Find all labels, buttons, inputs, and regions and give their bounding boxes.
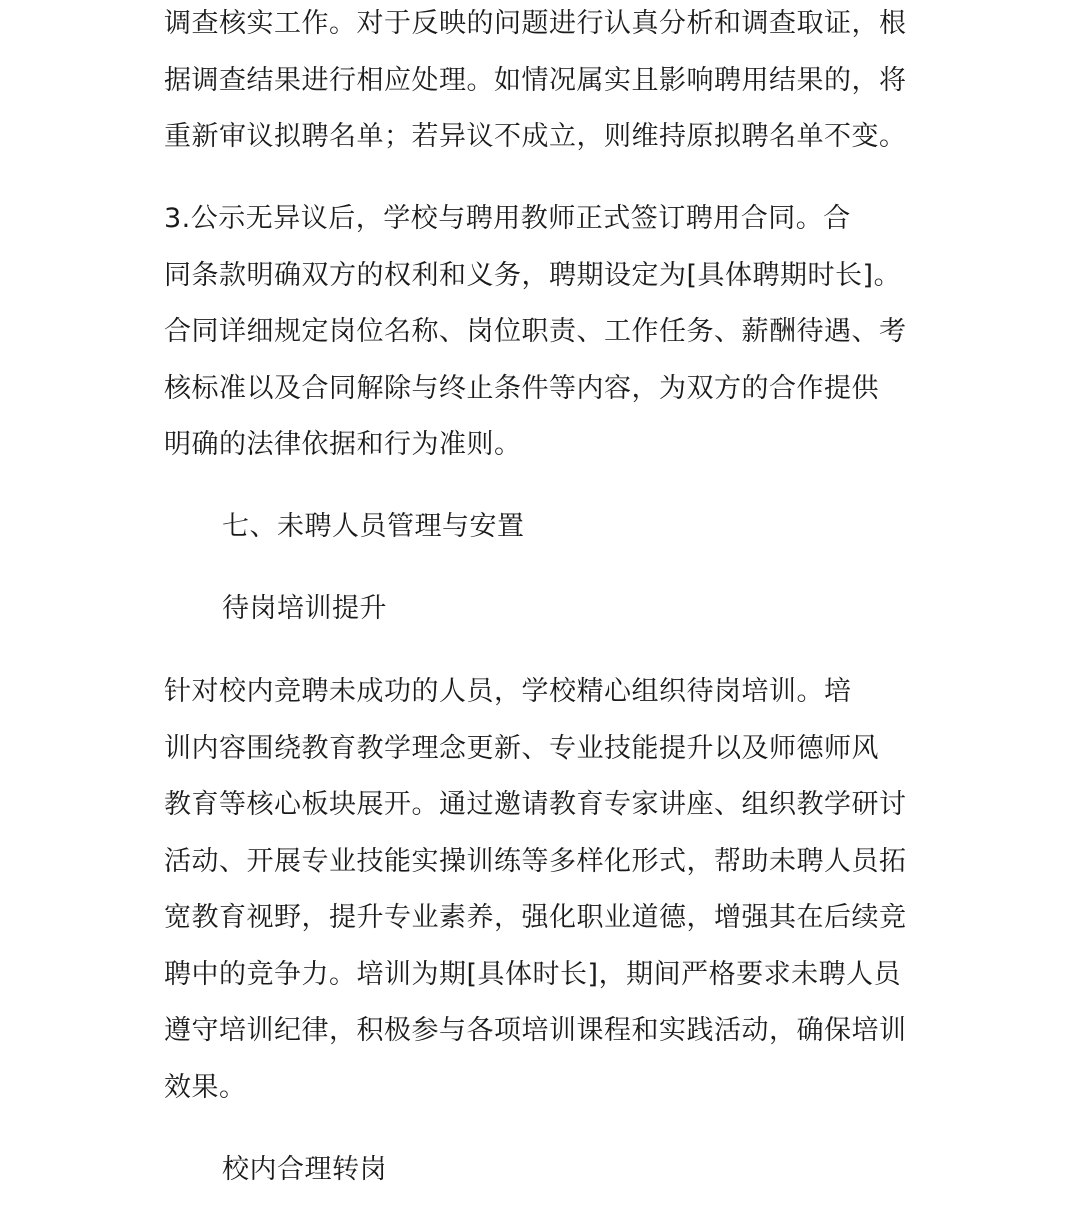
paragraph-contract: 3.公示无异议后，学校与聘用教师正式签订聘用合同。合 同条款明确双方的权利和义务，聘期设定为[具体聘期时长]。 合同详细规定岗位名称、岗位职责、工作任务、薪酬待遇、考 核标准以及合同解除与终止条件等内容，为双方的合作提供 明确的法律依据和行为准则。 <box>164 203 907 460</box>
subsection-heading-transfer: 校内合理转岗 <box>222 1154 387 1185</box>
paragraph-training: 针对校内竞聘未成功的人员，学校精心组织待岗培训。培 训内容围绕教育教学理念更新、专业技能提升以及师德师风 教育等核心板块展开。通过邀请教育专家讲座、组织教学研讨 活动、开展专业技能实操训练等多样化形式，帮助未聘人员拓 宽教育视野，提升专业素养，强化职业道德，增强其在后续竞 聘中的竞争力。培训为期[具体时长]，期间严格要求未聘人员 遵守培训纪律，积极参与各项培训课程和实践活动，确保培训 效果。 <box>164 676 907 1103</box>
subsection-heading-training: 待岗培训提升 <box>222 593 387 624</box>
section-heading: 七、未聘人员管理与安置 <box>222 511 525 542</box>
paragraph-investigation: 调查核实工作。对于反映的问题进行认真分析和调查取证，根 据调查结果进行相应处理。如情况属实且影响聘用结果的，将 重新审议拟聘名单；若异议不成立，则维持原拟聘名单不变。 <box>164 8 907 152</box>
